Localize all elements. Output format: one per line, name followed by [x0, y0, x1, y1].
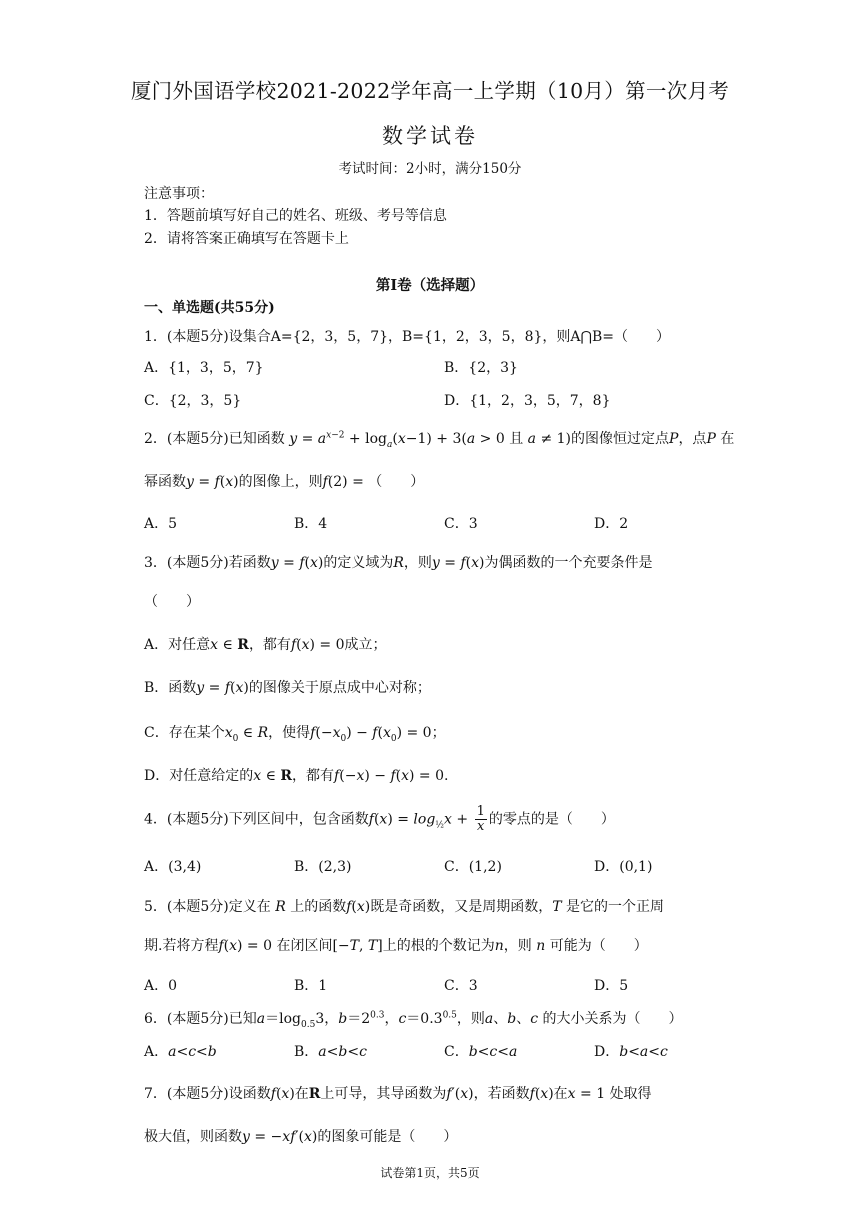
q2-option-d: D．2 — [594, 516, 629, 532]
q4-option-c: C．(1,2) — [444, 859, 502, 875]
page-footer: 试卷第1页，共5页 — [380, 1166, 480, 1180]
question-2: 2．(本题5分)已知函数 $y = a^{x-2} + \log_a(x-1) + 3(a > 0$ 且 a ≠ 1)的图像恒过定点P，点P 在 — [144, 430, 735, 450]
q1-option-a: A．{1，3，5，7} — [144, 360, 264, 376]
q1-option-d: D．{1，2，3，5，7，8} — [444, 393, 611, 409]
subject-title: 数学试卷 — [382, 124, 478, 148]
q3-option-c: C．存在某个$x_0$ ∈ R，使得$f(-x_0) - f(x_0) = 0$； — [144, 725, 446, 744]
question-3: 3．(本题5分)若函数y = f(x)的定义域为R，则y = f(x)为偶函数的一个充要条件是 — [144, 555, 653, 571]
question-7: 7．(本题5分)设函数f(x)在R上可导，其导函数为f′(x)，若函数f(x)在x = 1 处取得 — [144, 1086, 652, 1102]
note-item: 2．请将答案正确填写在答题卡上 — [144, 231, 349, 247]
q3-option-a: A．对任意x ∈ R，都有f(x) = 0成立； — [144, 637, 387, 653]
q1-option-b: B．{2，3} — [444, 360, 518, 376]
q5-option-c: C．3 — [444, 978, 478, 994]
q6-option-d: D．b<a<c — [594, 1044, 668, 1060]
question-3-line2: （ ） — [144, 594, 200, 610]
q6-option-a: A．a<c<b — [144, 1044, 217, 1060]
exam-info: 考试时间：2小时，满分150分 — [338, 161, 522, 177]
q4-option-d: D．(0,1) — [594, 859, 653, 875]
q2-option-c: C．3 — [444, 516, 478, 532]
q3-option-d: D．对任意给定的x ∈ R，都有f(−x) − f(x) = 0. — [144, 768, 449, 784]
question-4: 4．(本题5分)下列区间中，包含函数$f(x) = \log_{\frac{1}{2}}x$ + $\frac{1}{x}$ 的零点的是（ ） — [144, 804, 615, 834]
q1-option-c: C．{2，3，5} — [144, 393, 242, 409]
question-7-line2: 极大值，则函数y = −xf′(x)的图象可能是（ ） — [144, 1129, 458, 1145]
question-5: 5．(本题5分)定义在 R 上的函数f(x)既是奇函数，又是周期函数，T 是它的一个正周 — [144, 899, 665, 915]
q5-option-b: B．1 — [294, 978, 328, 994]
q2-option-b: B．4 — [294, 516, 328, 532]
q5-option-d: D．5 — [594, 978, 629, 994]
question-5-line2: 期.若将方程f(x) = 0 在闭区间[−T, T]上的根的个数记为n，则 n 可能为（ ） — [144, 938, 648, 954]
q2-option-a: A．5 — [144, 516, 178, 532]
q3-option-b: B．函数y = f(x)的图像关于原点成中心对称； — [144, 680, 431, 696]
fraction-1-over-x: $\frac{1}{x}$ — [476, 804, 485, 834]
q6-option-c: C．b<c<a — [444, 1044, 518, 1060]
formula: $y = a^{x-2} + \log_a(x-1) + 3(a > 0$ 且 a ≠ 1) — [289, 430, 572, 450]
part-heading: 一、单选题(共55分) — [144, 300, 275, 316]
question-6: 6．(本题5分)已知$a=\log_{0.5}3$，$b=2^{0.3}$，$c=0.3^{0.5}$，则a、b、c 的大小关系为（ ） — [144, 1010, 683, 1030]
exam-title: 厦门外国语学校2021-2022学年高一上学期（10月）第一次月考 — [130, 79, 730, 103]
section-title: 第I卷（选择题） — [375, 277, 485, 294]
q4-option-b: B．(2,3) — [294, 859, 352, 875]
q6-option-b: B．a<b<c — [294, 1044, 367, 1060]
question-2-line2: 幂函数y = f(x)的图像上，则f(2) = （ ） — [144, 474, 425, 490]
notes-heading: 注意事项： — [144, 186, 214, 202]
question-1: 1．(本题5分)设集合A={2，3，5，7}，B={1，2，3，5，8}，则A⋂B=（ ） — [144, 329, 671, 345]
q4-option-a: A．(3,4) — [144, 859, 202, 875]
q5-option-a: A．0 — [144, 978, 178, 994]
note-item: 1．答题前填写好自己的姓名、班级、考号等信息 — [144, 208, 447, 224]
